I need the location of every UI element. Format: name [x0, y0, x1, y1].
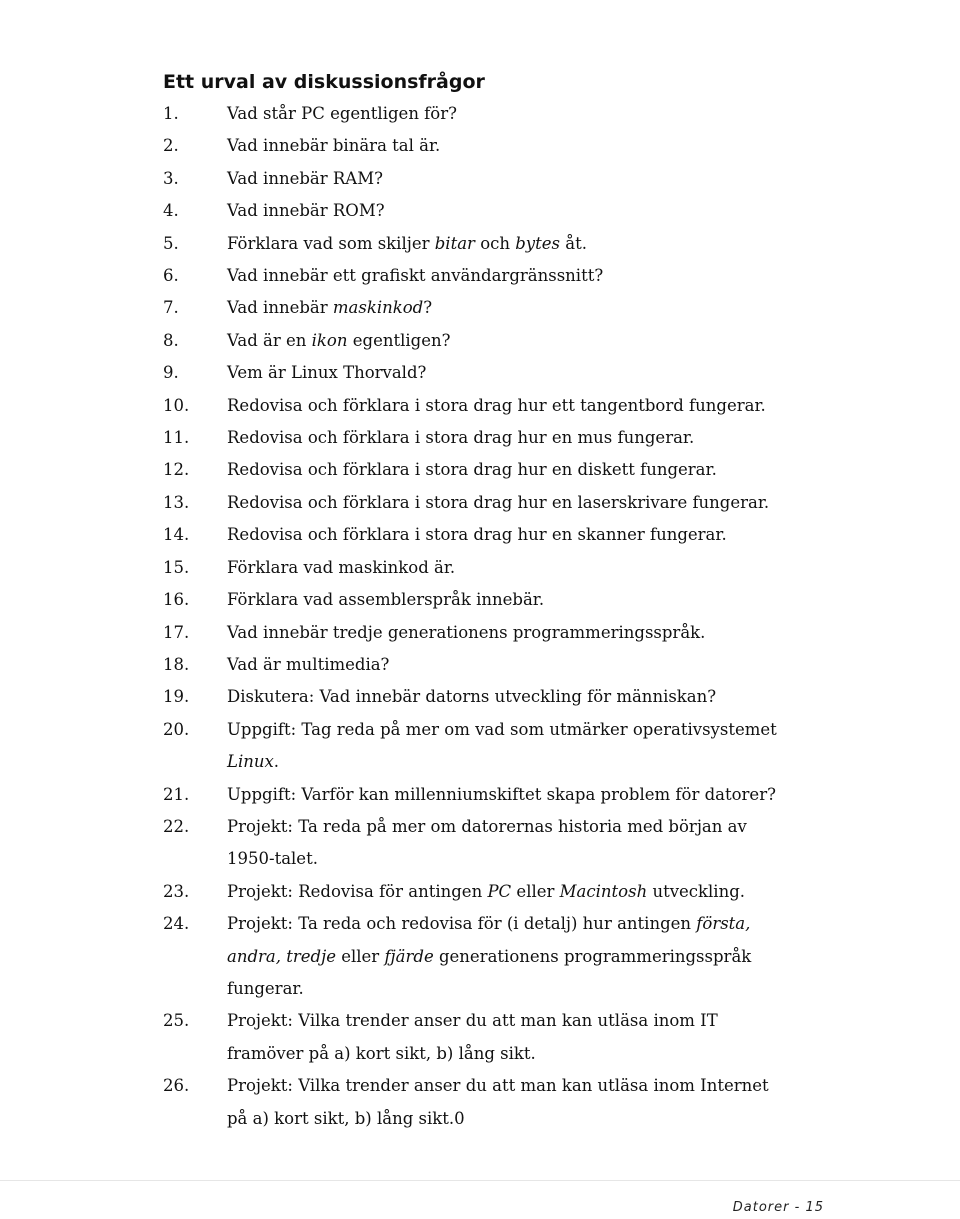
question-text-line	[227, 876, 863, 908]
question-item	[163, 325, 863, 357]
question-item	[163, 1070, 863, 1135]
text-segment: åt.	[560, 233, 587, 253]
question-text	[227, 1005, 863, 1070]
page-heading: Ett urval av diskussionsfrågor	[163, 71, 485, 93]
text-segment: Redovisa och förklara i stora drag hur ett tangentbord fungerar.	[227, 395, 766, 415]
question-text-line	[227, 1038, 863, 1070]
question-item	[163, 908, 863, 1005]
question-text-line	[227, 1103, 863, 1135]
emphasized-term: fjärde	[384, 946, 434, 966]
emphasized-term: ikon	[311, 330, 348, 350]
text-segment: Förklara vad maskinkod är.	[227, 557, 456, 577]
question-number: 21.	[163, 784, 190, 804]
emphasized-term: bitar	[434, 233, 475, 253]
question-text	[227, 422, 863, 454]
question-item	[163, 876, 863, 908]
text-segment: .	[273, 752, 280, 772]
question-text	[227, 681, 863, 713]
question-item	[163, 649, 863, 681]
text-segment: utveckling.	[647, 881, 746, 901]
question-number: 19.	[163, 687, 190, 707]
question-number: 7.	[163, 298, 179, 318]
emphasized-term: Linux	[227, 752, 274, 772]
question-text-line	[227, 973, 863, 1005]
question-text-line	[227, 843, 863, 875]
question-number: 11.	[163, 428, 190, 448]
question-text-line	[227, 390, 863, 422]
question-text	[227, 487, 863, 519]
emphasized-term: PC	[487, 881, 512, 901]
question-text-line	[227, 195, 863, 227]
page-footer: Datorer - 15	[732, 1200, 824, 1215]
question-number: 24.	[163, 914, 190, 934]
question-item	[163, 811, 863, 876]
question-text-line	[227, 552, 863, 584]
question-item	[163, 260, 863, 292]
question-text-line	[227, 811, 863, 843]
question-text	[227, 552, 863, 584]
question-text-line	[227, 98, 863, 130]
question-item	[163, 487, 863, 519]
question-text-line	[227, 163, 863, 195]
text-segment: Vad innebär ROM?	[227, 201, 385, 221]
text-segment: Redovisa och förklara i stora drag hur en mus fungerar.	[227, 428, 695, 448]
question-text	[227, 584, 863, 616]
text-segment: och	[474, 233, 516, 253]
question-number: 12.	[163, 460, 190, 480]
text-segment: Projekt: Ta reda på mer om datorernas historia med början av	[227, 816, 747, 836]
question-text-line	[227, 454, 863, 486]
question-number: 18.	[163, 654, 190, 674]
question-number: 16.	[163, 590, 190, 610]
question-text-line	[227, 325, 863, 357]
question-text	[227, 454, 863, 486]
question-text-line	[227, 908, 863, 940]
question-text-line	[227, 941, 863, 973]
question-text-line	[227, 617, 863, 649]
question-item	[163, 422, 863, 454]
question-text-line	[227, 228, 863, 260]
text-segment: fungerar.	[227, 978, 304, 998]
text-segment: Uppgift: Varför kan millenniumskiftet skapa problem för datorer?	[227, 784, 776, 804]
question-number: 15.	[163, 557, 190, 577]
text-segment: Vem är Linux Thorvald?	[227, 363, 427, 383]
text-segment: Redovisa och förklara i stora drag hur en laserskrivare fungerar.	[227, 492, 770, 512]
question-text-line	[227, 487, 863, 519]
question-item	[163, 130, 863, 162]
question-number: 17.	[163, 622, 190, 642]
emphasized-term: bytes	[515, 233, 560, 253]
question-text	[227, 325, 863, 357]
text-segment: Projekt: Redovisa för antingen	[227, 881, 488, 901]
text-segment: Uppgift: Tag reda på mer om vad som utmärker operativsystemet	[227, 719, 777, 739]
question-text-line	[227, 584, 863, 616]
emphasized-term: maskinkod	[332, 298, 424, 318]
question-text	[227, 714, 863, 779]
question-item	[163, 552, 863, 584]
text-segment: Vad innebär tredje generationens programmeringsspråk.	[227, 622, 706, 642]
question-item	[163, 681, 863, 713]
question-text	[227, 1070, 863, 1135]
question-list	[163, 98, 863, 1135]
question-item	[163, 228, 863, 260]
text-segment: framöver på a) kort sikt, b) lång sikt.	[227, 1043, 536, 1063]
question-text-line	[227, 779, 863, 811]
question-text-line	[227, 260, 863, 292]
text-segment: generationens programmeringsspråk	[433, 946, 752, 966]
question-number: 13.	[163, 492, 190, 512]
emphasized-term: Macintosh	[559, 881, 648, 901]
question-text-line	[227, 1005, 863, 1037]
question-item	[163, 519, 863, 551]
text-segment: Förklara vad assemblerspråk innebär.	[227, 590, 545, 610]
question-item	[163, 617, 863, 649]
question-text	[227, 228, 863, 260]
text-segment: Vad står PC egentligen för?	[227, 104, 457, 123]
text-segment: Redovisa och förklara i stora drag hur en diskett fungerar.	[227, 460, 717, 480]
question-text	[227, 811, 863, 876]
question-text-line	[227, 422, 863, 454]
question-text-line	[227, 681, 863, 713]
text-segment: Vad innebär	[227, 298, 333, 318]
question-text	[227, 260, 863, 292]
question-text-line	[227, 292, 863, 324]
question-text	[227, 195, 863, 227]
text-segment: Vad innebär RAM?	[227, 168, 383, 188]
emphasized-term: första,	[696, 914, 751, 934]
text-segment: Redovisa och förklara i stora drag hur en skanner fungerar.	[227, 525, 727, 545]
question-number: 23.	[163, 881, 190, 901]
emphasized-term: andra, tredje	[227, 946, 336, 966]
question-item	[163, 779, 863, 811]
question-text	[227, 908, 863, 1005]
text-segment: på a) kort sikt, b) lång sikt.0	[227, 1108, 465, 1128]
footer-divider	[0, 1180, 960, 1181]
question-item	[163, 292, 863, 324]
question-text	[227, 649, 863, 681]
question-text	[227, 163, 863, 195]
question-text	[227, 390, 863, 422]
question-number: 4.	[163, 201, 179, 221]
text-segment: Vad är en	[227, 330, 312, 350]
text-segment: Projekt: Vilka trender anser du att man kan utläsa inom Internet	[227, 1076, 769, 1096]
question-text	[227, 98, 863, 130]
question-text	[227, 779, 863, 811]
question-text-line	[227, 649, 863, 681]
question-text-line	[227, 1070, 863, 1102]
question-number: 14.	[163, 525, 190, 545]
question-number: 20.	[163, 719, 190, 739]
text-segment: 1950-talet.	[227, 849, 318, 869]
question-text-line	[227, 519, 863, 551]
question-number: 9.	[163, 363, 179, 383]
text-segment: egentligen?	[347, 330, 451, 350]
question-item	[163, 454, 863, 486]
question-number: 8.	[163, 330, 179, 350]
question-item	[163, 357, 863, 389]
question-text	[227, 519, 863, 551]
question-number: 6.	[163, 266, 179, 286]
question-item	[163, 98, 863, 130]
text-segment: Vad innebär ett grafiskt användargränssnitt?	[227, 266, 604, 286]
question-number: 26.	[163, 1076, 190, 1096]
question-number: 25.	[163, 1011, 190, 1031]
text-segment: Vad innebär binära tal är.	[227, 136, 441, 156]
question-text	[227, 357, 863, 389]
text-segment: Projekt: Vilka trender anser du att man kan utläsa inom IT	[227, 1011, 718, 1031]
question-item	[163, 584, 863, 616]
text-segment: Diskutera: Vad innebär datorns utveckling för människan?	[227, 687, 717, 707]
question-text	[227, 617, 863, 649]
question-number: 22.	[163, 816, 190, 836]
question-number: 2.	[163, 136, 179, 156]
text-segment: Projekt: Ta reda och redovisa för (i detalj) hur antingen	[227, 914, 697, 934]
question-text	[227, 292, 863, 324]
question-text-line	[227, 746, 863, 778]
text-segment: eller	[335, 946, 385, 966]
question-item	[163, 1005, 863, 1070]
question-text	[227, 130, 863, 162]
question-number: 1.	[163, 104, 179, 123]
question-item	[163, 195, 863, 227]
text-segment: eller	[511, 881, 560, 901]
question-number: 3.	[163, 168, 179, 188]
question-number: 5.	[163, 233, 179, 253]
text-segment: ?	[423, 298, 433, 318]
question-item	[163, 390, 863, 422]
question-text-line	[227, 714, 863, 746]
text-segment: Vad är multimedia?	[227, 654, 390, 674]
question-item	[163, 714, 863, 779]
text-segment: Förklara vad som skiljer	[227, 233, 435, 253]
question-number: 10.	[163, 395, 190, 415]
question-text-line	[227, 130, 863, 162]
question-item	[163, 163, 863, 195]
question-text-line	[227, 357, 863, 389]
question-text	[227, 876, 863, 908]
